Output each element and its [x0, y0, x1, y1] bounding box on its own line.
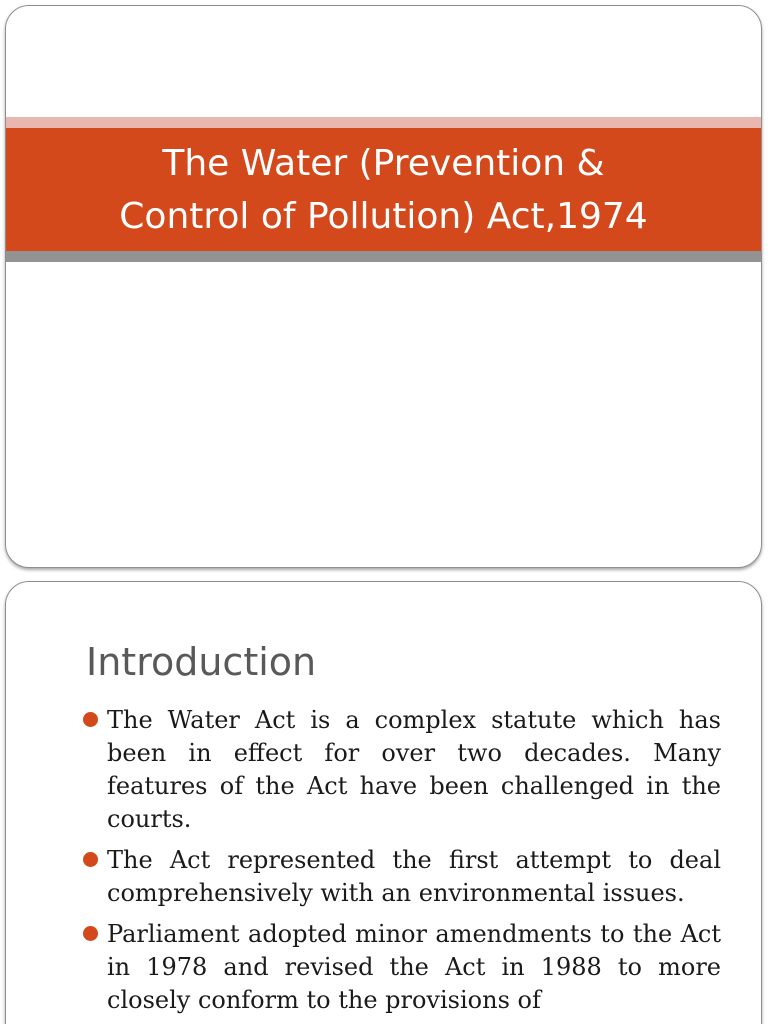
title-band-top-stripe: [6, 117, 761, 128]
title-band-bottom-stripe: [6, 251, 761, 262]
bullet-dot-icon: [83, 712, 98, 727]
bullet-item: [83, 704, 721, 836]
slide-heading: Introduction: [86, 640, 317, 684]
bullet-dot-icon: [83, 852, 98, 867]
bullet-dot-icon: [83, 926, 98, 941]
bullet-text: The Water Act is a complex statute which has been in effect for over two decades. Many features of the Act have been challenged in the courts.: [107, 706, 721, 833]
bullet-item: [83, 844, 721, 910]
bullet-item: [83, 918, 721, 1017]
slide-title: The Water (Prevention & Control of Pollution) Act,1974: [119, 142, 648, 237]
bullet-text: Parliament adopted minor amendments to the Act in 1978 and revised the Act in 1988 to more closely conform to the provisions of: [107, 920, 721, 1014]
bullet-list: [83, 704, 721, 1024]
bullet-text: The Act represented the first attempt to deal comprehensively with an environmental issues.: [107, 846, 721, 907]
title-slide[interactable]: [5, 5, 762, 568]
title-band: [6, 128, 761, 251]
introduction-slide[interactable]: [5, 581, 762, 1024]
